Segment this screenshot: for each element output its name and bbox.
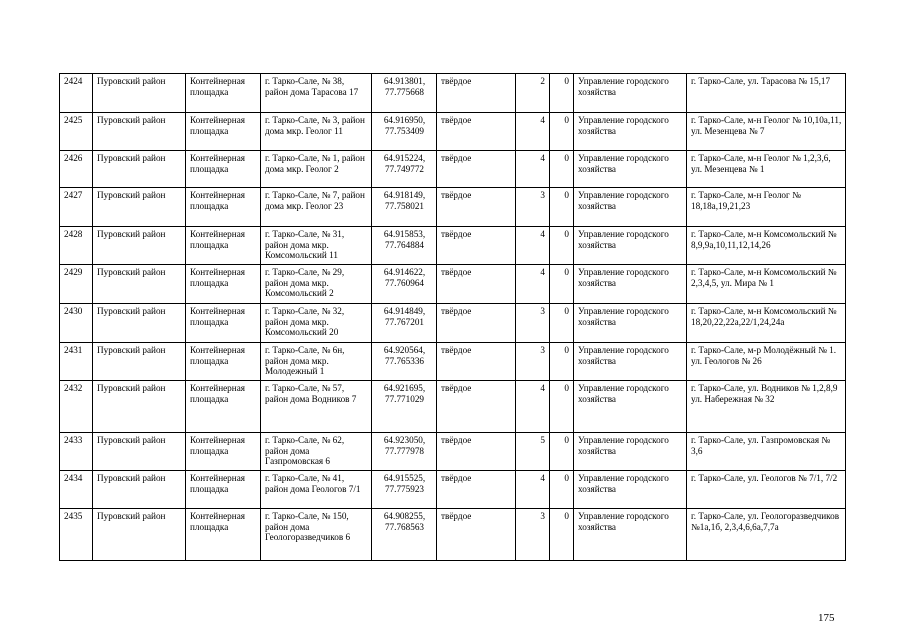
- district-cell: Пуровский район: [93, 227, 186, 265]
- served-addresses-cell: г. Тарко-Сале, м-н Геолог № 18,18а,19,21,23: [687, 188, 846, 227]
- container-count-2-cell: 0: [550, 265, 574, 304]
- coordinates-cell: 64.923050, 77.777978: [372, 433, 437, 471]
- row-number: 2426: [60, 151, 93, 188]
- address-cell: г. Тарко-Сале, № 150, район дома Геологоразведчиков 6: [261, 509, 372, 561]
- address-cell: г. Тарко-Сале, № 1, район дома мкр. Геолог 2: [261, 151, 372, 188]
- served-addresses-cell: г. Тарко-Сале, ул. Тарасова № 15,17: [687, 74, 846, 113]
- owner-cell: Управление городского хозяйства: [574, 265, 687, 304]
- address-cell: г. Тарко-Сале, № 62, район дома Газпромовская 6: [261, 433, 372, 471]
- surface-cell: твёрдое: [437, 188, 516, 227]
- owner-cell: Управление городского хозяйства: [574, 113, 687, 151]
- district-cell: Пуровский район: [93, 265, 186, 304]
- container-count-2-cell: 0: [550, 381, 574, 433]
- registry-table: [59, 73, 846, 561]
- table-row: [60, 113, 846, 151]
- coordinates-cell: 64.915224, 77.749772: [372, 151, 437, 188]
- served-addresses-cell: г. Тарко-Сале, м-н Комсомольский № 8,9,9а,10,11,12,14,26: [687, 227, 846, 265]
- district-cell: Пуровский район: [93, 471, 186, 509]
- address-cell: г. Тарко-Сале, № 31, район дома мкр. Комсомольский 11: [261, 227, 372, 265]
- coordinates-cell: 64.914849, 77.767201: [372, 304, 437, 343]
- address-cell: г. Тарко-Сале, № 7, район дома мкр. Геолог 23: [261, 188, 372, 227]
- object-type-cell: Контейнерная площадка: [186, 433, 261, 471]
- served-addresses-cell: г. Тарко-Сале, м-н Геолог № 10,10а,11, ул. Мезенцева № 7: [687, 113, 846, 151]
- surface-cell: твёрдое: [437, 343, 516, 381]
- row-number: 2429: [60, 265, 93, 304]
- table-row: [60, 381, 846, 433]
- row-number: 2434: [60, 471, 93, 509]
- owner-cell: Управление городского хозяйства: [574, 227, 687, 265]
- table-row: [60, 265, 846, 304]
- coordinates-cell: 64.908255, 77.768563: [372, 509, 437, 561]
- district-cell: Пуровский район: [93, 343, 186, 381]
- container-count-cell: 3: [516, 304, 550, 343]
- district-cell: Пуровский район: [93, 74, 186, 113]
- owner-cell: Управление городского хозяйства: [574, 74, 687, 113]
- table-row: [60, 433, 846, 471]
- table-row: [60, 471, 846, 509]
- container-count-cell: 5: [516, 433, 550, 471]
- object-type-cell: Контейнерная площадка: [186, 343, 261, 381]
- served-addresses-cell: г. Тарко-Сале, м-р Молодёжный № 1. ул. Геологов № 26: [687, 343, 846, 381]
- address-cell: г. Тарко-Сале, № 6н, район дома мкр. Молодежный 1: [261, 343, 372, 381]
- owner-cell: Управление городского хозяйства: [574, 381, 687, 433]
- owner-cell: Управление городского хозяйства: [574, 471, 687, 509]
- coordinates-cell: 64.914622, 77.760964: [372, 265, 437, 304]
- surface-cell: твёрдое: [437, 227, 516, 265]
- object-type-cell: Контейнерная площадка: [186, 381, 261, 433]
- owner-cell: Управление городского хозяйства: [574, 509, 687, 561]
- table-row: [60, 304, 846, 343]
- row-number: 2425: [60, 113, 93, 151]
- container-count-2-cell: 0: [550, 433, 574, 471]
- address-cell: г. Тарко-Сале, № 32, район дома мкр. Комсомольский 20: [261, 304, 372, 343]
- address-cell: г. Тарко-Сале, № 57, район дома Водников 7: [261, 381, 372, 433]
- served-addresses-cell: г. Тарко-Сале, ул. Геологов № 7/1, 7/2: [687, 471, 846, 509]
- coordinates-cell: 64.921695, 77.771029: [372, 381, 437, 433]
- surface-cell: твёрдое: [437, 113, 516, 151]
- object-type-cell: Контейнерная площадка: [186, 151, 261, 188]
- coordinates-cell: 64.913801, 77.775668: [372, 74, 437, 113]
- object-type-cell: Контейнерная площадка: [186, 227, 261, 265]
- object-type-cell: Контейнерная площадка: [186, 265, 261, 304]
- container-count-2-cell: 0: [550, 509, 574, 561]
- coordinates-cell: 64.915525, 77.775923: [372, 471, 437, 509]
- object-type-cell: Контейнерная площадка: [186, 471, 261, 509]
- object-type-cell: Контейнерная площадка: [186, 113, 261, 151]
- container-count-cell: 4: [516, 471, 550, 509]
- served-addresses-cell: г. Тарко-Сале, м-н Геолог № 1,2,3,6, ул. Мезенцева № 1: [687, 151, 846, 188]
- surface-cell: твёрдое: [437, 265, 516, 304]
- row-number: 2433: [60, 433, 93, 471]
- district-cell: Пуровский район: [93, 304, 186, 343]
- surface-cell: твёрдое: [437, 471, 516, 509]
- address-cell: г. Тарко-Сале, № 38, район дома Тарасова 17: [261, 74, 372, 113]
- table-row: [60, 74, 846, 113]
- page-number: 175: [818, 612, 835, 624]
- address-cell: г. Тарко-Сале, № 41, район дома Геологов 7/1: [261, 471, 372, 509]
- container-count-cell: 2: [516, 74, 550, 113]
- served-addresses-cell: г. Тарко-Сале, ул. Газпромовская № 3,6: [687, 433, 846, 471]
- surface-cell: твёрдое: [437, 304, 516, 343]
- served-addresses-cell: г. Тарко-Сале, ул. Водников № 1,2,8,9 ул. Набережная № 32: [687, 381, 846, 433]
- coordinates-cell: 64.918149, 77.758021: [372, 188, 437, 227]
- address-cell: г. Тарко-Сале, № 3, район дома мкр. Геолог 11: [261, 113, 372, 151]
- address-cell: г. Тарко-Сале, № 29, район дома мкр. Комсомольский 2: [261, 265, 372, 304]
- container-count-2-cell: 0: [550, 151, 574, 188]
- container-count-2-cell: 0: [550, 471, 574, 509]
- district-cell: Пуровский район: [93, 509, 186, 561]
- coordinates-cell: 64.916950, 77.753409: [372, 113, 437, 151]
- container-count-cell: 4: [516, 381, 550, 433]
- row-number: 2435: [60, 509, 93, 561]
- container-count-cell: 3: [516, 343, 550, 381]
- object-type-cell: Контейнерная площадка: [186, 304, 261, 343]
- container-count-cell: 3: [516, 509, 550, 561]
- district-cell: Пуровский район: [93, 381, 186, 433]
- table-row: [60, 151, 846, 188]
- owner-cell: Управление городского хозяйства: [574, 151, 687, 188]
- row-number: 2427: [60, 188, 93, 227]
- container-count-cell: 4: [516, 227, 550, 265]
- container-count-2-cell: 0: [550, 227, 574, 265]
- container-count-2-cell: 0: [550, 304, 574, 343]
- row-number: 2432: [60, 381, 93, 433]
- container-count-2-cell: 0: [550, 343, 574, 381]
- table-row: [60, 188, 846, 227]
- surface-cell: твёрдое: [437, 433, 516, 471]
- served-addresses-cell: г. Тарко-Сале, м-н Комсомольский № 2,3,4,5, ул. Мира № 1: [687, 265, 846, 304]
- district-cell: Пуровский район: [93, 433, 186, 471]
- district-cell: Пуровский район: [93, 188, 186, 227]
- district-cell: Пуровский район: [93, 113, 186, 151]
- table-row: [60, 343, 846, 381]
- container-count-cell: 4: [516, 113, 550, 151]
- served-addresses-cell: г. Тарко-Сале, ул. Геологоразведчиков №1а,1б, 2,3,4,6,6а,7,7а: [687, 509, 846, 561]
- owner-cell: Управление городского хозяйства: [574, 343, 687, 381]
- surface-cell: твёрдое: [437, 74, 516, 113]
- table-row: [60, 227, 846, 265]
- surface-cell: твёрдое: [437, 509, 516, 561]
- object-type-cell: Контейнерная площадка: [186, 509, 261, 561]
- container-count-cell: 4: [516, 265, 550, 304]
- coordinates-cell: 64.915853, 77.764884: [372, 227, 437, 265]
- row-number: 2424: [60, 74, 93, 113]
- container-count-2-cell: 0: [550, 188, 574, 227]
- served-addresses-cell: г. Тарко-Сале, м-н Комсомольский № 18,20,22,22а,22/1,24,24а: [687, 304, 846, 343]
- container-count-2-cell: 0: [550, 74, 574, 113]
- coordinates-cell: 64.920564, 77.765336: [372, 343, 437, 381]
- owner-cell: Управление городского хозяйства: [574, 304, 687, 343]
- district-cell: Пуровский район: [93, 151, 186, 188]
- row-number: 2430: [60, 304, 93, 343]
- owner-cell: Управление городского хозяйства: [574, 433, 687, 471]
- surface-cell: твёрдое: [437, 381, 516, 433]
- row-number: 2428: [60, 227, 93, 265]
- surface-cell: твёрдое: [437, 151, 516, 188]
- row-number: 2431: [60, 343, 93, 381]
- object-type-cell: Контейнерная площадка: [186, 188, 261, 227]
- object-type-cell: Контейнерная площадка: [186, 74, 261, 113]
- container-count-cell: 3: [516, 188, 550, 227]
- owner-cell: Управление городского хозяйства: [574, 188, 687, 227]
- container-count-2-cell: 0: [550, 113, 574, 151]
- container-count-cell: 4: [516, 151, 550, 188]
- table-row: [60, 509, 846, 561]
